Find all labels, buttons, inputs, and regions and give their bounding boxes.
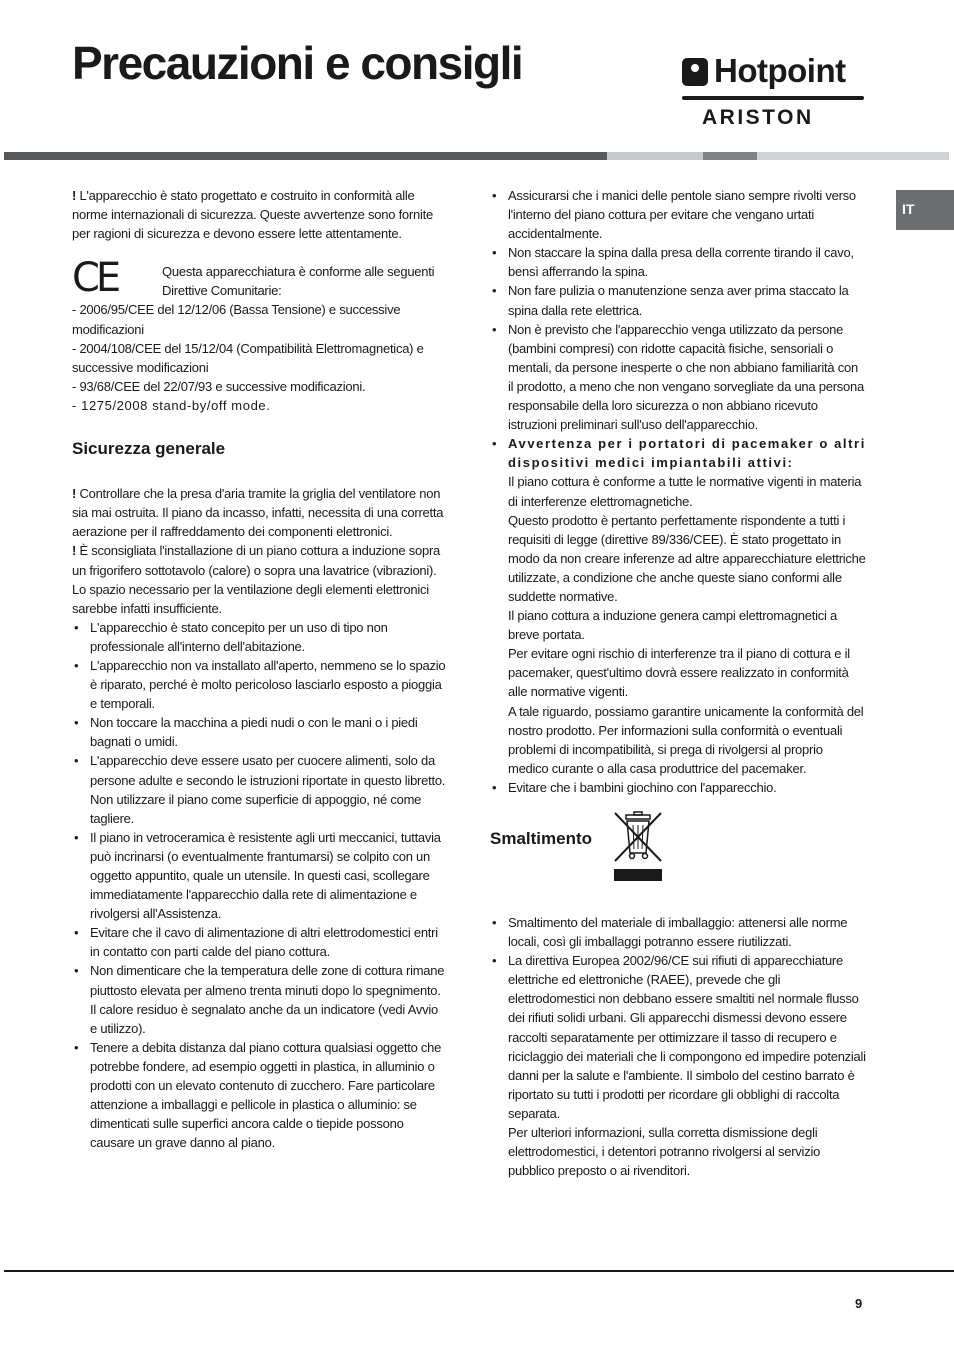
section-title-smaltimento: Smaltimento [490, 829, 593, 848]
list-item: • L'apparecchio è stato concepito per un uso di tipo non professionale all'interno dell'abitazione. [72, 618, 448, 656]
list-item: • Non fare pulizia o manutenzione senza aver prima staccato la spina dalla rete elettrica. [490, 281, 866, 319]
header-bar-segment [4, 152, 607, 160]
warning-mark: ! [72, 188, 77, 203]
list-item: • L'apparecchio non va installato all'aperto, nemmeno se lo spazio è riparato, perché è molto pericoloso lasciarlo esposto a pioggia e temporali. [72, 656, 448, 713]
list-item: • Non toccare la macchina a piedi nudi o con le mani o i piedi bagnati o umidi. [72, 713, 448, 751]
ce-conformity [72, 255, 448, 302]
pacemaker-title: • Avvertenza per i portatori di pacemaker o altri dispositivi medici impiantabili attivi: [508, 436, 866, 471]
disposal-raee-item [490, 951, 866, 1180]
hotpoint-logo-icon [682, 58, 708, 86]
section-title-sicurezza: Sicurezza generale [72, 439, 226, 459]
warning-text: È sconsigliata l'installazione di un piano cottura a induzione sopra un frigorifero sottotavolo (calore) o sopra una lavatrice (vibrazioni). Lo spazio necessario per la ventilazione degli elementi elettronici sarebbe infatti insufficiente. [72, 543, 441, 616]
disposal-list [490, 913, 866, 1180]
list-item: • Non staccare la spina dalla presa della corrente tirando il cavo, bensì afferrando la spina. [490, 243, 866, 281]
intro-paragraph [72, 186, 448, 243]
header-bar-segment [703, 152, 757, 160]
warning-mark: ! [72, 543, 77, 559]
pacemaker-paragraph: A tale riguardo, possiamo garantire unicamente la conformità del nostro prodotto. Per informazioni sulla conformità o eventuali problemi di incompatibilità, si prega di rivolgersi al proprio medico curante o alla casa produttrice del pacemaker. [508, 703, 864, 776]
warning-paragraph [72, 484, 448, 541]
directive-line: - 2006/95/CEE del 12/12/06 (Bassa Tensione) e successive modificazioni [72, 302, 401, 337]
warning-mark: ! [72, 486, 77, 502]
language-tab: IT [896, 190, 954, 230]
warning-paragraph [72, 541, 448, 617]
page-number: 9 [855, 1296, 863, 1311]
raee-text: • La direttiva Europea 2002/96/CE sui rifiuti di apparecchiature elettriche ed elettroniche (RAEE), prevede che gli elettrodomestici non debbano essere smaltiti nel normale flusso dei rifiuti solidi urbani. Gli apparecchi dismessi devono essere raccolti separatamente per ottimizzare il tasso di recupero e riciclaggio dei materiali che li compongono ed impedire potenziali danni per la salute e l'ambiente. Il simbolo del cestino barrato è riportato su tutti i prodotti per ricordare gli obblighi di raccolta separata. [508, 953, 866, 1121]
ce-text: Questa apparecchiatura è conforme alle seguenti Direttive Comunitarie: [162, 264, 435, 299]
list-item: • Evitare che il cavo di alimentazione di altri elettrodomestici entri in contatto con parti calde del piano cottura. [72, 923, 448, 961]
brand-name-line1: Hotpoint [714, 52, 846, 89]
directive-line: - 2004/108/CEE del 15/12/04 (Compatibilità Elettromagnetica) e successive modificazioni [72, 340, 424, 375]
header-bar-segment [607, 152, 703, 160]
brand-name-line2: ARISTON [702, 106, 814, 129]
pacemaker-paragraph: Il piano cottura a induzione genera campi elettromagnetici a breve portata. [508, 608, 837, 643]
pacemaker-paragraph: Il piano cottura è conforme a tutte le normative vigenti in materia di interferenze elettromagnetiche. [508, 474, 862, 509]
directive-line: - 93/68/CEE del 22/07/93 e successive modificazioni. [72, 378, 366, 394]
hotpoint-ariston-logo [682, 54, 864, 130]
header-bar-segment [757, 152, 949, 160]
list-item: • L'apparecchio deve essere usato per cuocere alimenti, solo da persone adulte e secondo le istruzioni riportate in questo libretto. Non utilizzare il piano come superficie di appoggio, né come tagliere. [72, 751, 448, 827]
pacemaker-paragraph: Questo prodotto è pertanto perfettamente rispondente a tutti i requisiti di legge (direttive 89/336/CEE). È stato progettato in modo da non creare inferenze ad altre apparecchiature elettriche utilizzate, a condizione che anche queste siano conformi alle suddette normative. [508, 512, 866, 604]
footer-rule [4, 1270, 954, 1272]
directive-line: - 1275/2008 stand-by/off mode. [72, 397, 271, 413]
brand-divider [682, 96, 864, 100]
left-column [72, 186, 448, 1152]
list-item: • Smaltimento del materiale di imballaggio: attenersi alle norme locali, così gli imballaggi potranno essere riutilizzati. [490, 913, 866, 951]
page-title: Precauzioni e consigli [72, 37, 523, 89]
safety-list-continued [490, 186, 866, 797]
right-column [490, 186, 866, 1180]
intro-text: L'apparecchio è stato progettato e costruito in conformità alle norme internazionali di sicurezza. Queste avvertenze sono fornite per ragioni di sicurezza e devono essere lette attentamente. [72, 188, 433, 242]
list-item: • Non è previsto che l'apparecchio venga utilizzato da persone (bambini compresi) con ridotte capacità fisiche, sensoriali o mentali, da persone inesperte o che non abbiano familiarità con il prodotto, a meno che non vengano sorvegliate da una persona responsabile della loro sicurezza o non abbiano ricevuto istruzioni preliminari sull'uso dell'apparecchio. [490, 320, 866, 435]
list-item: • Evitare che i bambini giochino con l'apparecchio. [490, 778, 866, 797]
disposal-closing: Per ulteriori informazioni, sulla corretta dismissione degli elettrodomestici, i detentori potranno rivolgersi al servizio pubblico preposto o ai rivenditori. [508, 1125, 821, 1179]
pacemaker-warning [490, 434, 866, 778]
ce-mark-icon: CE [72, 255, 118, 302]
list-item: • Tenere a debita distanza dal piano cottura qualsiasi oggetto che potrebbe fondere, ad esempio oggetti in plastica, in alluminio o prodotti con un elevato contenuto di zucchero. Fare particolare attenzione a imballaggi e pellicole in plastica o alluminio: se dimenticati sulle superfici ancora calde o tiepide possono causare un grave danno al piano. [72, 1038, 448, 1153]
pacemaker-paragraph: Per evitare ogni rischio di interferenze tra il piano di cottura e il pacemaker, quest'ultimo dovrà essere realizzato in conformità alle normative vigenti. [508, 646, 850, 700]
list-item: • Non dimenticare che la temperatura delle zone di cottura rimane piuttosto elevata per almeno trenta minuti dopo lo spegnimento. Il calore residuo è segnalato anche da un indicatore (vedi Avvio e utilizzo). [72, 961, 448, 1037]
crossed-bin-icon [612, 811, 664, 885]
list-item: • Assicurarsi che i manici delle pentole siano sempre rivolti verso l'interno del piano cottura per evitare che vengano urtati accidentalmente. [490, 186, 866, 243]
disposal-header [490, 811, 866, 887]
warning-text: Controllare che la presa d'aria tramite la griglia del ventilatore non sia mai ostruita. Il piano da incasso, infatti, necessita di una corretta aerazione per il raffreddamento dei componenti elettronici. [72, 486, 444, 540]
safety-list [72, 618, 448, 1153]
list-item: • Il piano in vetroceramica è resistente agli urti meccanici, tuttavia può incrinarsi (o eventualmente frantumarsi) se colpito con un oggetto appuntito, quale un utensile. In questi casi, scollegare immediatamente l'apparecchio dalla rete di alimentazione e rivolgersi all'Assistenza. [72, 828, 448, 923]
